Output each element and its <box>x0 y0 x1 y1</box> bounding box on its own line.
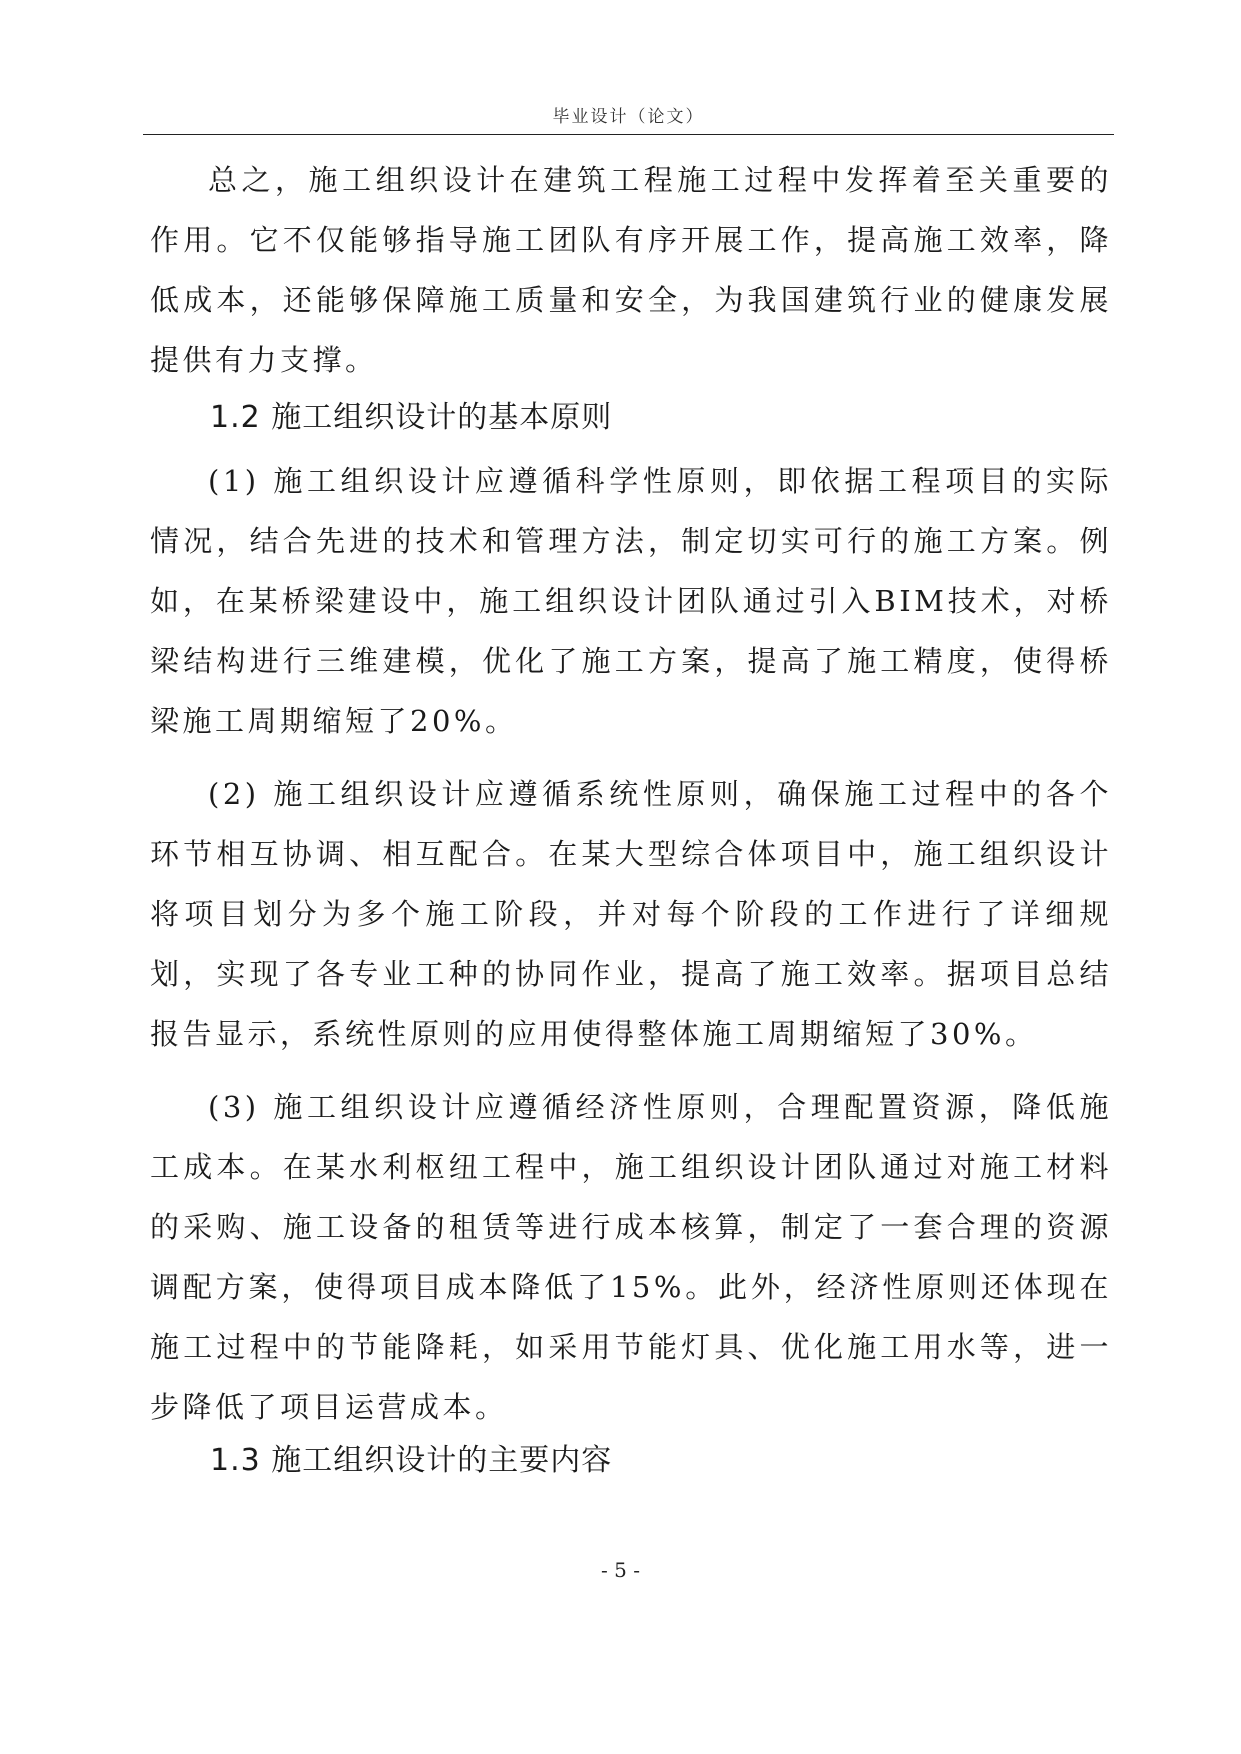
paragraph-principle-1 <box>150 451 1112 751</box>
page-header-title: 毕业设计（论文） <box>552 107 705 127</box>
paragraph-principle-3 <box>150 1077 1112 1437</box>
paragraph-text: (3) 施工组织设计应遵循经济性原则，合理配置资源，降低施工成本。在某水利枢纽工程中，施工组织设计团队通过对施工材料的采购、施工设备的租赁等进行成本核算，制定了一套合理的资源调配方案，使得项目成本降低了15%。此外，经济性原则还体现在施工过程中的节能降耗，如采用节能灯具、优化施工用水等，进一步降低了项目运营成本。 <box>150 1090 1112 1424</box>
header-rule <box>143 134 1114 135</box>
section-heading-1-3 <box>150 1431 1112 1491</box>
paragraph-text: 总之，施工组织设计在建筑工程施工过程中发挥着至关重要的作用。它不仅能够指导施工团队有序开展工作，提高施工效率，降低成本，还能够保障施工质量和安全，为我国建筑行业的健康发展提供有力支撑。 <box>150 163 1112 377</box>
page-number: - 5 - <box>601 1558 640 1582</box>
section-heading-text: 1.3 施工组织设计的主要内容 <box>210 1443 613 1478</box>
paragraph-summary <box>150 150 1112 390</box>
paragraph-text: (2) 施工组织设计应遵循系统性原则，确保施工过程中的各个环节相互协调、相互配合。在某大型综合体项目中，施工组织设计将项目划分为多个施工阶段，并对每个阶段的工作进行了详细规划，实现了各专业工种的协同作业，提高了施工效率。据项目总结报告显示，系统性原则的应用使得整体施工周期缩短了30%。 <box>150 777 1112 1051</box>
section-heading-1-2 <box>150 388 1112 448</box>
section-heading-text: 1.2 施工组织设计的基本原则 <box>210 400 613 435</box>
paragraph-principle-2 <box>150 764 1112 1064</box>
paragraph-text: (1) 施工组织设计应遵循科学性原则，即依据工程项目的实际情况，结合先进的技术和管理方法，制定切实可行的施工方案。例如，在某桥梁建设中，施工组织设计团队通过引入BIM技术，对桥梁结构进行三维建模，优化了施工方案，提高了施工精度，使得桥梁施工周期缩短了20%。 <box>150 464 1112 738</box>
